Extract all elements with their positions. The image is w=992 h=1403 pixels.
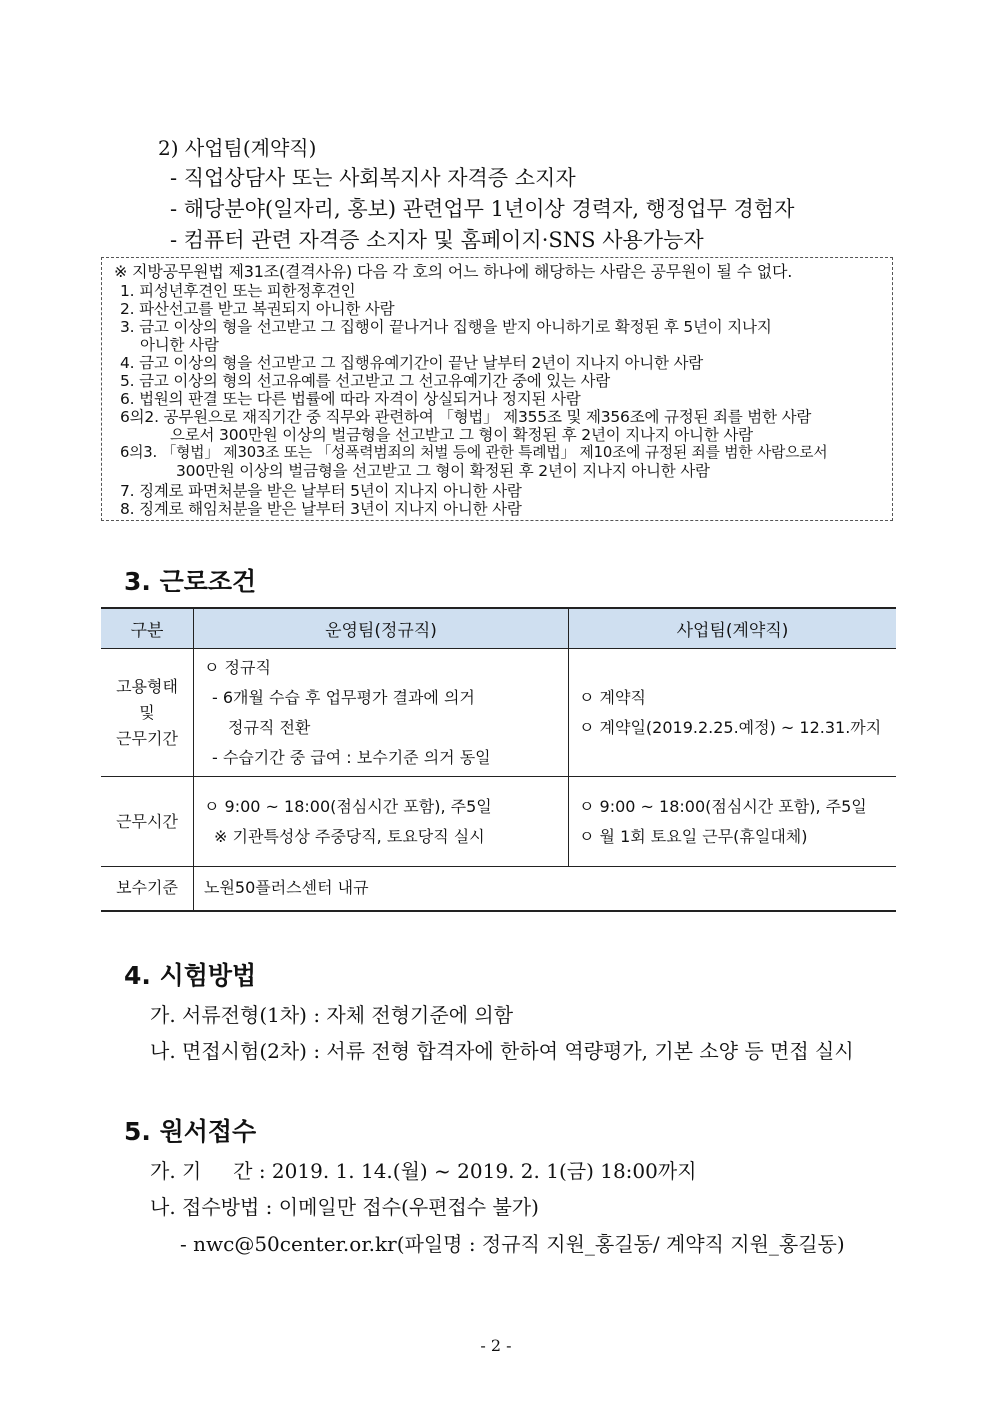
section4-item: 나. 면접시험(2차) : 서류 전형 합격자에 한하여 역량평가, 기본 소양 등 면접 실시 [150, 1039, 854, 1063]
cell-line: 노원50플러스센터 내규 [204, 878, 369, 898]
row-label [101, 867, 194, 911]
cell-line: - 6개월 수습 후 업무평가 결과에 의거 [212, 687, 475, 707]
cell-line: ㅇ 계약직 [579, 687, 646, 707]
cell-line: - 수습기간 중 급여 : 보수기준 의거 동일 [212, 747, 491, 767]
section5-period: 가. 기 간 : 2019. 1. 14.(월) ~ 2019. 2. 1(금) 18:00까지 [150, 1159, 697, 1183]
section2-item: - 해당분야(일자리, 홍보) 관련업무 1년이상 경력자, 행정업무 경험자 [170, 197, 795, 221]
table-row [101, 867, 896, 911]
notice-line: 아니한 사람 [140, 336, 219, 354]
row-label-line: 근무기간 [116, 728, 178, 748]
notice-line: 4. 금고 이상의 형을 선고받고 그 집행유예기간이 끝난 날부터 2년이 지나지 아니한 사람 [120, 354, 704, 372]
table-row [101, 649, 896, 777]
notice-line: 7. 징계로 파면처분을 받은 날부터 5년이 지나지 아니한 사람 [120, 482, 522, 500]
notice-line: 8. 징계로 해임처분을 받은 날부터 3년이 지나지 아니한 사람 [120, 500, 522, 518]
row-label [101, 777, 194, 867]
cell-line: ㅇ 월 1회 토요일 근무(휴일대체) [579, 826, 808, 846]
notice-line: 6의3. 「형법」 제303조 또는 「성폭력범죄의 처벌 등에 관한 특례법」 제10조에 규정된 죄를 범한 사람으로서 [120, 444, 828, 461]
section2-item: - 컴퓨터 관련 자격증 소지자 및 홈페이지·SNS 사용가능자 [170, 228, 704, 252]
notice-line: 5. 금고 이상의 형의 선고유예를 선고받고 그 선고유예기간 중에 있는 사람 [120, 372, 611, 390]
cell-line: ㅇ 9:00 ~ 18:00(점심시간 포함), 주5일 [579, 796, 867, 816]
section4-item: 가. 서류전형(1차) : 자체 전형기준에 의함 [150, 1003, 514, 1027]
row-label-line: 보수기준 [116, 878, 178, 898]
contract-cell [569, 649, 897, 777]
notice-line: 300만원 이상의 벌금형을 선고받고 그 형이 확정된 후 2년이 지나지 아니한 사람 [176, 462, 710, 480]
section5-heading: 5. 원서접수 [124, 1117, 257, 1146]
cell-line: ㅇ 9:00 ~ 18:00(점심시간 포함), 주5일 [204, 796, 492, 816]
notice-line: 3. 금고 이상의 형을 선고받고 그 집행이 끝나거나 집행을 받지 아니하기로 확정된 후 5년이 지나지 [120, 318, 772, 336]
row-label-line: 근무시간 [116, 811, 178, 831]
row-label-line: 고용형태 [116, 676, 178, 696]
section4-heading: 4. 시험방법 [124, 961, 257, 990]
notice-line: 6. 법원의 판결 또는 다른 법률에 따라 자격이 상실되거나 정지된 사람 [120, 390, 581, 408]
disqualification-notice-box [101, 257, 893, 521]
section2-title: 2) 사업팀(계약직) [158, 136, 317, 160]
notice-line: 으로서 300만원 이상의 벌금형을 선고받고 그 형이 확정된 후 2년이 지나지 아니한 사람 [170, 426, 753, 444]
cell-line: ㅇ 계약일(2019.2.25.예정) ~ 12.31.까지 [579, 717, 882, 737]
row-label-line: 및 [139, 702, 155, 722]
notice-line: 2. 파산선고를 받고 복권되지 아니한 사람 [120, 300, 395, 318]
notice-heading: ※ 지방공무원법 제31조(결격사유) 다음 각 호의 어느 하나에 해당하는 사람은 공무원이 될 수 없다. [114, 262, 793, 281]
working-conditions-table [101, 607, 896, 912]
notice-line: 6의2. 공무원으로 재직기간 중 직무와 관련하여 「형법」 제355조 및 제356조에 규정된 죄를 범한 사람 [120, 408, 812, 426]
table-header-contract: 사업팀(계약직) [569, 608, 897, 649]
regular-cell [194, 649, 569, 777]
section5-email: - nwc@50center.or.kr(파일명 : 정규직 지원_홍길동/ 계약직 지원_홍길동) [180, 1232, 845, 1256]
cell-line: 정규직 전환 [228, 717, 311, 737]
cell-line: ※ 기관특성상 주중당직, 토요당직 실시 [214, 826, 485, 846]
contract-cell [569, 777, 897, 867]
page-number: - 2 - [480, 1336, 512, 1355]
notice-line: 1. 피성년후견인 또는 피한정후견인 [120, 282, 356, 300]
row-label [101, 649, 194, 777]
cell-line: ㅇ 정규직 [204, 657, 271, 677]
section3-heading: 3. 근로조건 [124, 567, 257, 596]
salary-cell [194, 867, 897, 911]
table-row [101, 777, 896, 867]
table-header-category: 구분 [101, 608, 194, 649]
table-header-regular: 운영팀(정규직) [194, 608, 569, 649]
section5-method: 나. 접수방법 : 이메일만 접수(우편접수 불가) [150, 1195, 539, 1219]
regular-cell [194, 777, 569, 867]
section2-item: - 직업상담사 또는 사회복지사 자격증 소지자 [170, 166, 576, 190]
